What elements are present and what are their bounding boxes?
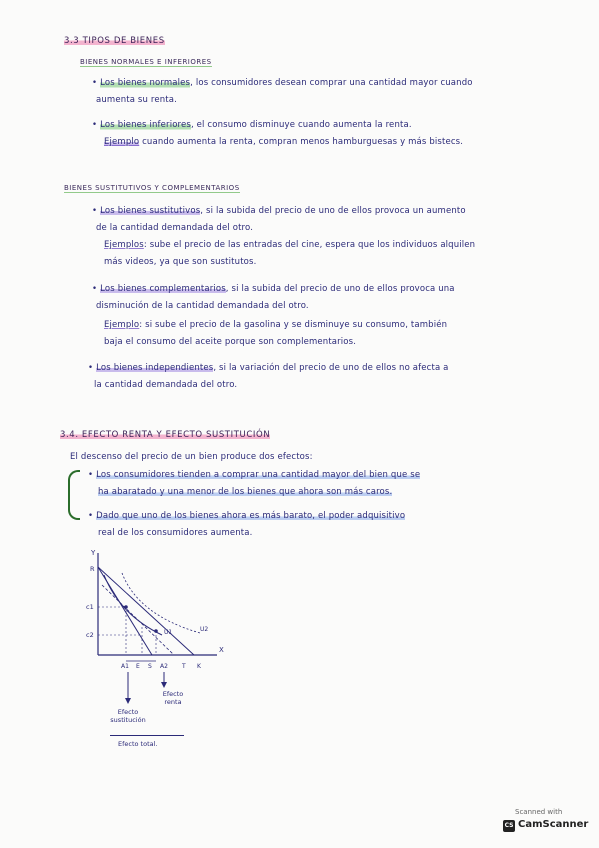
label-u1: U1	[164, 629, 173, 636]
efectos-intro: El descenso del precio de un bien produce dos efectos:	[70, 452, 313, 462]
normales-text: , los consumidores desean comprar una cantidad mayor cuando	[190, 78, 473, 88]
complementarios-example-line2: baja el consumo del aceite porque son complementarios.	[104, 337, 357, 347]
example-label: Ejemplo	[104, 137, 140, 147]
complementarios-example-line1	[104, 320, 447, 330]
inferiores-example	[104, 137, 463, 147]
sustitutivos-example-line1	[104, 240, 475, 250]
independientes-line2: la cantidad demandada del otro.	[94, 380, 238, 390]
section-title-efecto-renta: 3.4. EFECTO RENTA Y EFECTO SUSTITUCIÓN	[60, 430, 271, 440]
subtitle-normales-inferiores: BIENES NORMALES E INFERIORES	[80, 58, 212, 66]
budget-line-final	[98, 567, 194, 655]
point-a	[124, 605, 128, 609]
label-efecto-total: Efecto total.	[118, 740, 158, 748]
label-a1: A1	[121, 663, 129, 670]
sustitutivos-text: , si la subida del precio de uno de ellos provoca un aumento	[200, 206, 466, 216]
point2-line2: real de los consumidores aumenta.	[98, 528, 253, 538]
inferiores-line1	[92, 120, 412, 130]
x-axis-label: X	[219, 646, 224, 654]
camscanner-badge	[503, 808, 589, 838]
scanned-with-label: Scanned with	[515, 808, 563, 816]
camscanner-logo-icon: CS	[503, 820, 515, 832]
point2-text: Dado que uno de los bienes ahora es más barato, el poder adquisitivo	[96, 511, 406, 521]
sustitutivos-line2: de la cantidad demandada del otro.	[96, 223, 254, 233]
term-sustitutivos: Los bienes sustitutivos	[100, 206, 201, 216]
subtitle-sustitutivos-complementarios: BIENES SUSTITUTIVOS Y COMPLEMENTARIOS	[64, 184, 240, 192]
inferiores-text: , el consumo disminuye cuando aumenta la renta.	[190, 120, 412, 130]
label-r: R	[90, 565, 95, 573]
term-normales: Los bienes normales	[100, 78, 191, 88]
sustitutivos-line1	[92, 206, 466, 216]
indifference-curve-diagram	[82, 545, 232, 675]
indifference-curve-u2	[122, 573, 200, 633]
point1-line2: ha abaratado y una menor de los bienes que ahora son más caros.	[98, 487, 393, 497]
complementarios-text: , si la subida del precio de uno de ellos provoca una	[225, 284, 455, 294]
total-divider	[110, 735, 184, 736]
point1-line1	[88, 470, 420, 480]
y-axis-label: Y	[91, 549, 96, 557]
example-text: cuando aumenta la renta, compran menos hamburguesas y más bistecs.	[139, 137, 464, 147]
sustitutivos-example-line2: más videos, ya que son sustitutos.	[104, 257, 257, 267]
section-title-tipos-bienes: 3.3 TIPOS DE BIENES	[64, 36, 165, 46]
bullet-icon	[92, 78, 100, 88]
independientes-line1	[88, 363, 449, 373]
bullet-icon	[88, 470, 96, 480]
label-s: S	[148, 663, 152, 670]
term-complementarios: Los bienes complementarios	[100, 284, 226, 294]
camscanner-name: CamScanner	[518, 819, 589, 830]
label-e: E	[136, 663, 140, 670]
bullet-icon	[92, 120, 100, 130]
point-b	[154, 629, 158, 633]
green-bracket	[68, 470, 80, 520]
label-c1: c1	[86, 603, 94, 611]
bullet-icon	[88, 363, 96, 373]
bullet-icon	[92, 284, 100, 294]
point2-line1	[88, 511, 405, 521]
normales-line1	[92, 78, 473, 88]
label-efecto-renta: Efecto renta	[162, 690, 184, 706]
indifference-curve-u1	[104, 575, 162, 635]
bullet-icon	[92, 206, 100, 216]
example-text: : sube el precio de las entradas del cine, espera que los individuos alquilen	[143, 240, 476, 250]
label-u2: U2	[200, 626, 209, 633]
example-label: Ejemplo	[104, 320, 140, 330]
complementarios-line2: disminución de la cantidad demandada del otro.	[96, 301, 309, 311]
arrow-down-icon	[125, 698, 131, 704]
label-a2: A2	[160, 663, 168, 670]
term-inferiores: Los bienes inferiores	[100, 120, 191, 130]
example-label: Ejemplos	[104, 240, 144, 250]
label-c2: c2	[86, 631, 94, 639]
point1-text: Los consumidores tienden a comprar una cantidad mayor del bien que se	[96, 470, 421, 480]
label-efecto-sustitucion: Efecto sustitución	[110, 708, 146, 724]
term-independientes: Los bienes independientes	[96, 363, 214, 373]
label-k: K	[197, 663, 201, 670]
label-t: T	[182, 663, 186, 670]
complementarios-line1	[92, 284, 455, 294]
independientes-text: , si la variación del precio de uno de ellos no afecta a	[213, 363, 449, 373]
normales-line2: aumenta su renta.	[96, 95, 177, 105]
example-text: : si sube el precio de la gasolina y se disminuye su consumo, también	[139, 320, 448, 330]
bullet-icon	[88, 511, 96, 521]
arrow-down-icon	[161, 682, 167, 688]
